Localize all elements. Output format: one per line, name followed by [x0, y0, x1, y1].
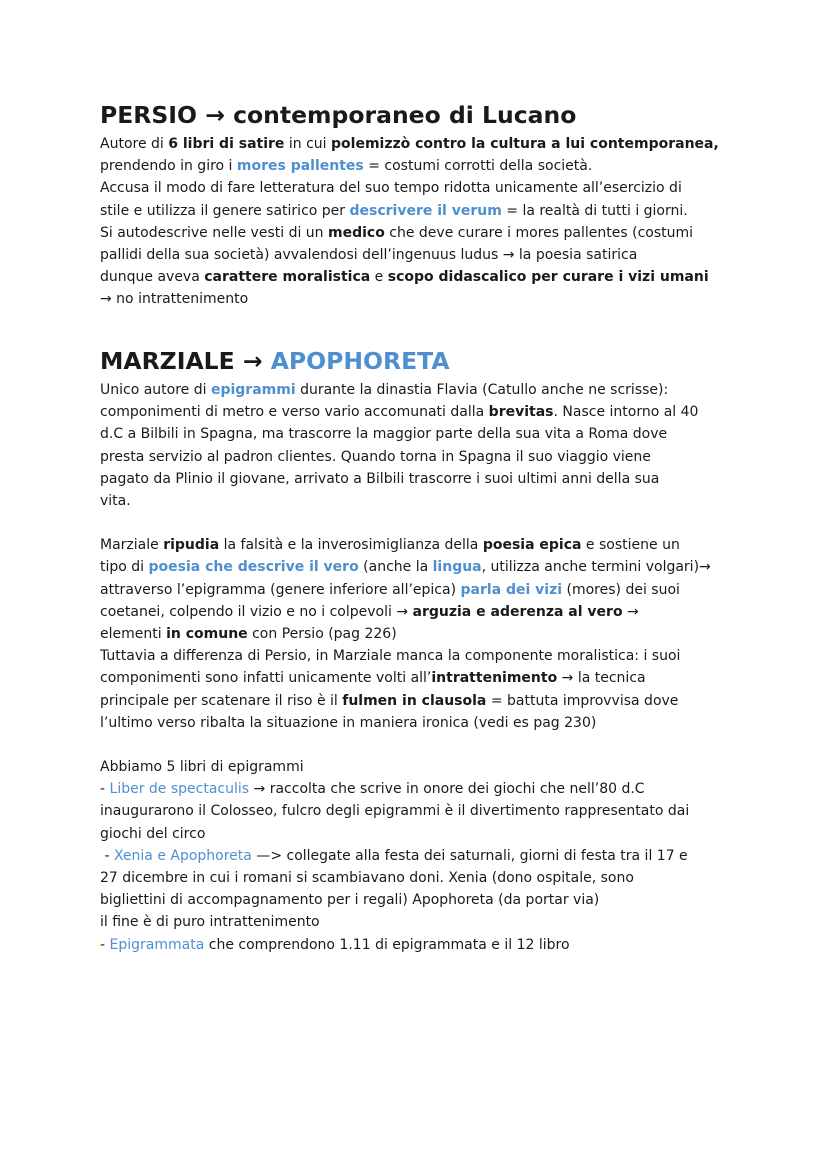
text-line: coetanei, colpendo il vizio e no i colpevoli → arguzia e aderenza al vero →: [100, 603, 639, 620]
list-item: - Epigrammata che comprendono 1.11 di epigrammata e il 12 libro: [100, 936, 570, 953]
text-line: dunque aveva carattere moralistica e scopo didascalico per curare i vizi umani: [100, 269, 709, 286]
text-line: Accusa il modo di fare letteratura del suo tempo ridotta unicamente all’esercizio di: [100, 180, 682, 197]
text-line: inaugurarono il Colosseo, fulcro degli epigrammi è il divertimento rappresentato dai: [100, 803, 690, 820]
text-line: Si autodescrive nelle vesti di un medico che deve curare i mores pallentes (costumi: [100, 224, 694, 241]
text-line: Autore di 6 libri di satire in cui polemizzò contro la cultura a lui contemporanea,: [100, 136, 719, 152]
text-line: elementi in comune con Persio (pag 226): [100, 626, 397, 643]
text-line: → no intrattenimento: [100, 291, 249, 308]
text-line: pagato da Plinio il giovane, arrivato a Bilbili trascorre i suoi ultimi anni della sua: [100, 470, 660, 487]
text-line: Unico autore di epigrammi durante la dinastia Flavia (Catullo anche ne scrisse):: [100, 382, 669, 398]
paragraph-gap: [100, 734, 740, 756]
text-line: presta servizio al padron clientes. Quando torna in Spagna il suo viaggio viene: [100, 448, 651, 465]
section-persio: [100, 100, 740, 311]
heading-marziale: MARZIALE → APOPHORETA: [100, 347, 450, 375]
heading-persio: PERSIO → contemporaneo di Lucano: [100, 101, 577, 129]
text-line: 27 dicembre in cui i romani si scambiavano doni. Xenia (dono ospitale, sono: [100, 870, 634, 887]
section-marziale: [100, 346, 740, 956]
text-line: componimenti di metro e verso vario accomunati dalla brevitas. Nasce intorno al 40: [100, 404, 699, 421]
text-line: componimenti sono infatti unicamente volti all’intrattenimento → la tecnica: [100, 670, 646, 687]
text-line: prendendo in giro i mores pallentes = costumi corrotti della società.: [100, 158, 593, 175]
text-line: stile e utilizza il genere satirico per descrivere il verum = la realtà di tutti i giorni.: [100, 202, 688, 219]
text-line: d.C a Bilbili in Spagna, ma trascorre la maggior parte della sua vita a Roma dove: [100, 426, 668, 443]
text-line: giochi del circo: [100, 825, 206, 842]
text-line: Abbiamo 5 libri di epigrammi: [100, 759, 304, 776]
text-line: l’ultimo verso ribalta la situazione in maniera ironica (vedi es pag 230): [100, 714, 597, 731]
paragraph-gap: [100, 512, 740, 534]
text-line: bigliettini di accompagnamento per i regali) Apophoreta (da portar via): [100, 892, 600, 909]
text-line: il fine è di puro intrattenimento: [100, 914, 320, 931]
text-line: Marziale ripudia la falsità e la inverosimiglianza della poesia epica e sostiene un: [100, 537, 680, 554]
text-line: vita.: [100, 493, 131, 510]
list-item: - Liber de spectaculis → raccolta che scrive in onore dei giochi che nell’80 d.C: [100, 781, 645, 798]
text-line: Tuttavia a differenza di Persio, in Marziale manca la componente moralistica: i suoi: [100, 648, 681, 665]
text-line: attraverso l’epigramma (genere inferiore all’epica) parla dei vizi (mores) dei suoi: [100, 581, 680, 598]
text-line: tipo di poesia che descrive il vero (anche la lingua, utilizza anche termini volgari)→: [100, 559, 711, 576]
list-item: - Xenia e Apophoreta —> collegate alla festa dei saturnali, giorni di festa tra il 17 e: [100, 847, 688, 864]
text-line: pallidi della sua società) avvalendosi dell’ingenuus ludus → la poesia satirica: [100, 247, 638, 264]
text-line: principale per scatenare il riso è il fulmen in clausola = battuta improvvisa dove: [100, 692, 679, 709]
